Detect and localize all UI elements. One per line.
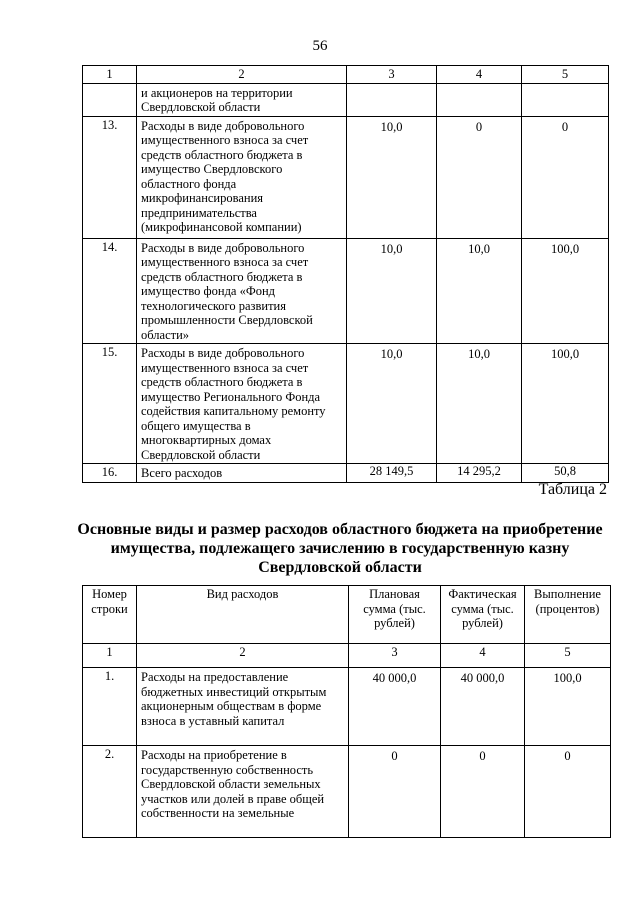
col-number: 1 (83, 644, 137, 668)
col-number: 5 (525, 644, 611, 668)
table-row (83, 746, 611, 838)
planned-amount: 10,0 (347, 344, 437, 464)
planned-amount: 10,0 (347, 238, 437, 344)
col-number: 2 (137, 66, 347, 84)
actual-amount (437, 83, 522, 116)
row-number: 1. (83, 668, 137, 746)
table-row (83, 83, 609, 116)
table-row (83, 238, 609, 344)
header-cell: Выполнение (процентов) (525, 586, 611, 644)
col-number: 1 (83, 66, 137, 84)
planned-amount: 10,0 (347, 116, 437, 238)
actual-amount: 10,0 (437, 344, 522, 464)
row-description: Расходы на предоставление бюджетных инвестиций открытым акционерным обществам в форме взноса в уставный капитал (137, 668, 349, 746)
property-expenses-table (82, 585, 611, 838)
header-cell: Фактическая сумма (тыс. рублей) (441, 586, 525, 644)
row-description: Расходы в виде добровольного имущественного взноса за счет средств областного бюджета в имущество Свердловского областного фонда микрофинансирования предпринимательства (микрофинансовой компании) (137, 116, 347, 238)
table-row-total (83, 464, 609, 483)
table-title: Основные виды и размер расходов областного бюджета на приобретение имущества, подлежащего зачислению в государственную казну Свердловской области (77, 521, 603, 576)
planned-amount: 0 (349, 746, 441, 838)
row-number: 2. (83, 746, 137, 838)
planned-amount: 28 149,5 (347, 464, 437, 483)
header-cell: Плановая сумма (тыс. рублей) (349, 586, 441, 644)
table-row (83, 668, 611, 746)
actual-amount: 14 295,2 (437, 464, 522, 483)
row-number: 13. (83, 116, 137, 238)
page-number: 56 (312, 38, 328, 54)
col-number: 5 (522, 66, 609, 84)
row-number (83, 83, 137, 116)
col-number: 4 (437, 66, 522, 84)
col-number: 3 (347, 66, 437, 84)
completion-percent: 0 (522, 116, 609, 238)
table-label: Таблица 2 (538, 481, 607, 498)
col-number: 2 (137, 644, 349, 668)
header-cell: Номер строки (83, 586, 137, 644)
completion-percent: 0 (525, 746, 611, 838)
table-row (83, 116, 609, 238)
planned-amount: 40 000,0 (349, 668, 441, 746)
actual-amount: 40 000,0 (441, 668, 525, 746)
col-number: 3 (349, 644, 441, 668)
expenses-table-continued (82, 65, 609, 483)
planned-amount (347, 83, 437, 116)
row-description: Расходы в виде добровольного имущественного взноса за счет средств областного бюджета в имущество фонда «Фонд технологического развития промышленности Свердловской области» (137, 238, 347, 344)
row-description: Всего расходов (137, 464, 347, 483)
completion-percent: 100,0 (522, 344, 609, 464)
table-header (83, 586, 611, 644)
table-column-numbers (83, 644, 611, 668)
completion-percent: 50,8 (522, 464, 609, 483)
table-column-numbers (83, 66, 609, 84)
row-number: 16. (83, 464, 137, 483)
row-number: 15. (83, 344, 137, 464)
header-cell: Вид расходов (137, 586, 349, 644)
completion-percent: 100,0 (525, 668, 611, 746)
row-description: Расходы на приобретение в государственную собственность Свердловской области земельных участков или долей в праве общей собственности на земельные (137, 746, 349, 838)
row-number: 14. (83, 238, 137, 344)
row-description: и акционеров на территории Свердловской области (137, 83, 347, 116)
completion-percent (522, 83, 609, 116)
actual-amount: 0 (437, 116, 522, 238)
completion-percent: 100,0 (522, 238, 609, 344)
table-row (83, 344, 609, 464)
actual-amount: 10,0 (437, 238, 522, 344)
col-number: 4 (441, 644, 525, 668)
row-description: Расходы в виде добровольного имущественного взноса за счет средств областного бюджета в имущество Регионального Фонда содействия капитальному ремонту общего имущества в многоквартирных домах Свердловской области (137, 344, 347, 464)
actual-amount: 0 (441, 746, 525, 838)
